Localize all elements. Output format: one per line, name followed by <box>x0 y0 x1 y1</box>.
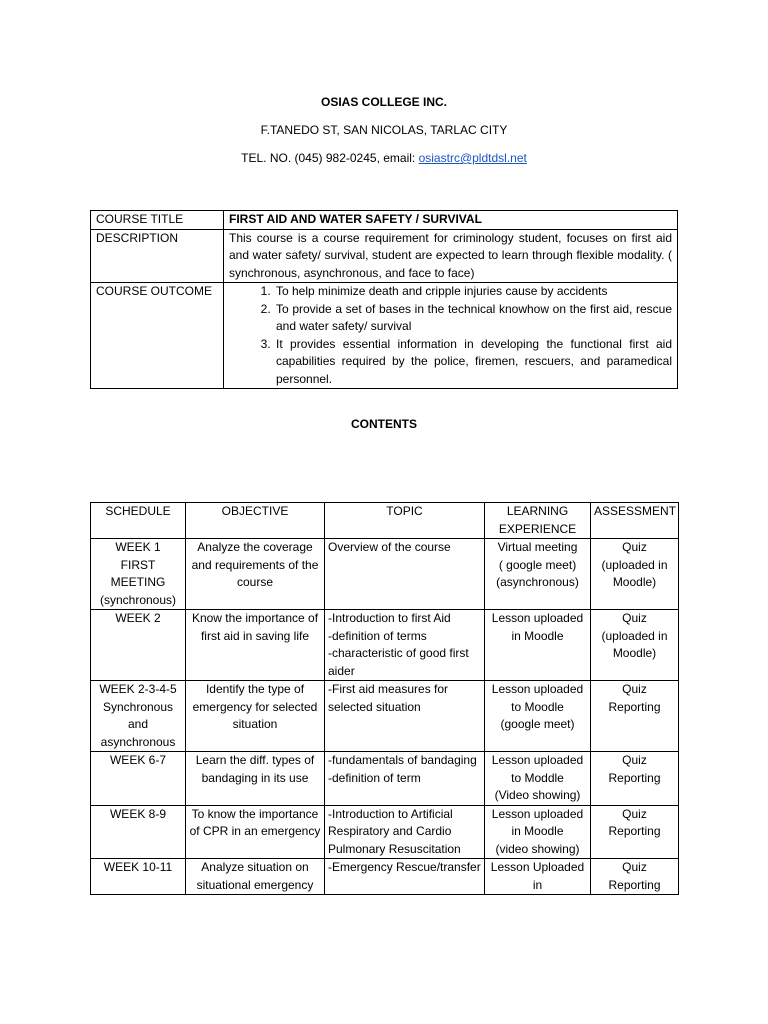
assessment-cell <box>591 752 679 806</box>
topic-cell <box>325 805 485 859</box>
header-objective: OBJECTIVE <box>186 503 325 539</box>
course-outcome-row <box>91 283 678 389</box>
assessment-cell <box>591 681 679 752</box>
schedule-row <box>91 539 679 610</box>
schedule-row <box>91 681 679 752</box>
schedule-line: WEEK 1 <box>115 540 161 554</box>
objective-line: Identify the type of emergency for selected situation <box>192 682 318 731</box>
header-assessment: ASSESSMENT <box>591 503 679 539</box>
header-schedule: SCHEDULE <box>91 503 186 539</box>
objective-line: Learn the diff. types of bandaging in its use <box>195 753 315 785</box>
course-outcome-item: 2. To provide a set of bases in the technical knowhow on the first aid, rescue and water safety/ survival <box>274 301 672 336</box>
schedule-line: WEEK 6-7 <box>109 753 166 767</box>
learning-experience-line: (asynchronous) <box>496 575 579 589</box>
schedule-line: Synchronous and asynchronous <box>100 699 176 749</box>
assessment-cell <box>591 859 679 895</box>
college-name: OSIAS COLLEGE INC. <box>320 95 447 109</box>
learning-experience-line: Lesson uploaded in Moodle <box>491 611 584 643</box>
learning-experience-line: (Video showing) <box>494 788 581 802</box>
schedule-cell <box>91 752 186 806</box>
course-outcome-item: 3. It provides essential information in developing the functional first aid capabilities required by the police, firemen, rescuers, and paramedical personnel. <box>274 336 672 389</box>
assessment-line: (uploaded in Moodle) <box>601 557 668 589</box>
schedule-cell <box>91 610 186 681</box>
assessment-line: Quiz <box>622 806 647 821</box>
learning-experience-line: Lesson uploaded to Moddle <box>491 753 584 785</box>
course-title-value: FIRST AID AND WATER SAFETY / SURVIVAL <box>224 211 678 230</box>
college-address: F.TANEDO ST, SAN NICOLAS, TARLAC CITY <box>260 123 508 137</box>
learning-experience-line: Lesson uploaded to Moodle <box>491 682 584 714</box>
objective-line: Analyze situation on situational emergency <box>196 860 314 892</box>
learning-experience-cell <box>485 752 591 806</box>
learning-experience-line: Lesson Uploaded in <box>490 860 585 892</box>
topic-line: -Emergency Rescue/transfer <box>328 860 481 874</box>
course-outcome-list <box>229 283 672 388</box>
schedule-row <box>91 859 679 895</box>
topic-cell <box>325 539 485 610</box>
course-title-row <box>91 211 678 230</box>
topic-cell <box>325 610 485 681</box>
learning-experience-line: Lesson uploaded in Moodle <box>491 806 584 838</box>
topic-line: -First aid measures for selected situation <box>328 682 449 714</box>
topic-line: -Introduction to first Aid <box>328 611 451 625</box>
topic-line: Overview of the course <box>328 540 451 554</box>
schedule-line: WEEK 8-9 <box>109 806 166 821</box>
topic-cell <box>325 752 485 806</box>
course-outcome-label: COURSE OUTCOME <box>91 283 224 389</box>
description-label: DESCRIPTION <box>91 229 224 283</box>
assessment-line: Quiz <box>622 860 647 874</box>
schedule-cell <box>91 805 186 859</box>
topic-line: -Introduction to Artificial Respiratory and Cardio Pulmonary Resuscitation <box>328 806 461 856</box>
header-topic: TOPIC <box>325 503 485 539</box>
learning-experience-cell <box>485 859 591 895</box>
schedule-cell <box>91 859 186 895</box>
schedule-row <box>91 610 679 681</box>
schedule-cell <box>91 681 186 752</box>
topic-line: -definition of term <box>328 770 421 785</box>
assessment-cell <box>591 539 679 610</box>
description-value: This course is a course requirement for criminology student, focuses on first aid and water safety/ survival, student are expected to learn through flexible modality. ( synchronous, asynchronous, and face to face) <box>224 229 678 283</box>
objective-cell <box>186 681 325 752</box>
learning-experience-cell <box>485 539 591 610</box>
learning-experience-cell <box>485 610 591 681</box>
schedule-line: WEEK 2 <box>115 611 161 625</box>
assessment-line: Quiz <box>622 540 647 554</box>
email-link[interactable]: osiastrc@pldtdsl.net <box>418 151 527 165</box>
assessment-cell <box>591 805 679 859</box>
schedule-row <box>91 805 679 859</box>
assessment-line: Reporting <box>608 824 661 838</box>
contact-line <box>0 150 768 168</box>
objective-cell <box>186 859 325 895</box>
objective-line: To know the importance of CPR in an emergency <box>189 806 321 838</box>
schedule-header-row <box>91 503 679 539</box>
assessment-line: Reporting <box>608 699 661 714</box>
learning-experience-line: ( google meet) <box>498 557 577 572</box>
schedule-cell <box>91 539 186 610</box>
course-info-table <box>90 210 678 389</box>
assessment-line: Quiz <box>622 611 647 625</box>
learning-experience-cell <box>485 681 591 752</box>
objective-cell <box>186 805 325 859</box>
topic-line: -definition of terms <box>328 628 427 643</box>
schedule-line: (synchronous) <box>99 592 177 607</box>
telephone-label: TEL. NO. (045) 982-0245, email: <box>241 151 419 165</box>
schedule-line: WEEK 10-11 <box>103 860 173 874</box>
objective-cell <box>186 752 325 806</box>
learning-experience-line: (video showing) <box>495 841 580 856</box>
schedule-row <box>91 752 679 806</box>
contents-heading: CONTENTS <box>351 417 417 431</box>
description-row <box>91 229 678 283</box>
topic-cell <box>325 681 485 752</box>
assessment-line: (uploaded in Moodle) <box>601 628 668 660</box>
assessment-line: Reporting <box>608 770 661 785</box>
course-outcome-item: 1. To help minimize death and cripple injuries cause by accidents <box>274 283 672 301</box>
learning-experience-cell <box>485 805 591 859</box>
objective-line: Know the importance of first aid in saving life <box>191 611 319 643</box>
header-learning-experience: LEARNING EXPERIENCE <box>485 503 591 539</box>
topic-line: -fundamentals of bandaging <box>328 753 477 767</box>
course-outcome-list-cell <box>224 283 678 389</box>
schedule-line: WEEK 2-3-4-5 <box>99 682 177 696</box>
objective-cell <box>186 539 325 610</box>
objective-line: Analyze the coverage and requirements of the course <box>191 540 319 589</box>
topic-line: -characteristic of good first aider <box>328 646 469 678</box>
assessment-line: Quiz <box>622 682 647 696</box>
learning-experience-line: Virtual meeting <box>497 540 578 554</box>
schedule-table <box>90 502 679 895</box>
objective-cell <box>186 610 325 681</box>
learning-experience-line: (google meet) <box>500 717 575 731</box>
course-title-label: COURSE TITLE <box>91 211 224 230</box>
assessment-line: Reporting <box>608 877 661 892</box>
assessment-cell <box>591 610 679 681</box>
topic-cell <box>325 859 485 895</box>
schedule-line: FIRST MEETING <box>110 557 166 589</box>
assessment-line: Quiz <box>622 753 647 767</box>
